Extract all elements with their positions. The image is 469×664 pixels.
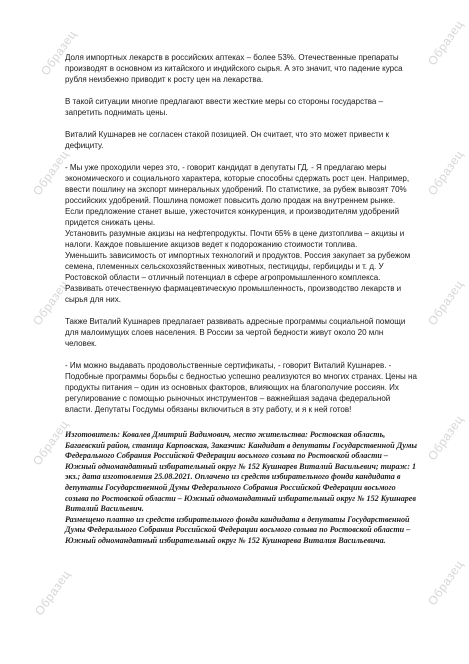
- watermark-text: Образец: [425, 17, 467, 69]
- article-body: [65, 52, 417, 426]
- watermark-text: Образец: [30, 417, 72, 469]
- paragraph-social-aid: Также Виталий Кушнарев предлагает развивать адресные программы социальной помощи для малоимущих слоев населения. В России за чертой бедности живут около 20 млн человек.: [65, 317, 406, 348]
- watermark-text: Образец: [425, 412, 467, 464]
- watermark-text: Образец: [30, 277, 72, 329]
- paragraph-certificates: - Им можно выдавать продовольственные сертификаты, - говорит Виталий Кушнарев. - Подобные программы борьбы с бедностью успешно реализуются во многих странах. Цены на продукты питания – один из основных факторов, влияющих на благополучие россиян. Их регулирование с помощью рыночных инструментов – важнейшая задача федеральной власти. Депутаты Госдумы обязаны включиться в эту работу, и я к ней готов!: [65, 361, 417, 414]
- paragraph-proposals: - Мы уже проходили через это, - говорит кандидат в депутаты ГД. - Я предлагаю меры экономического и социального характера, которые способны сдержать рост цен. Например, ввести пошлину на экспорт минеральных удобрений. По статистике, за рубеж вывозят 70% российских удобрений. Пошлина поможет повысить долю продаж на внутреннем рынке. Если предложение станет выше, ужесточится конкуренция, и производителям удобрений придется снижать цены. Установить разумные акцизы на нефтепродукты. Почти 65% в цене дизтоплива – акцизы и налоги. Каждое повышение акцизов ведет к подорожанию стоимости топлива. Уменьшить зависимость от импортных технологий и продуктов. Россия закупает за рубежом семена, племенных сельскохозяйственных животных, пестициды, гербициды и т. д. У Ростовской области – отличный потенциал в сфере агропромышленного комплекса. Развивать отечественную фармацевтическую промышленность, производство лекарств и сырья для них.: [65, 163, 411, 304]
- watermark-text: Образец: [425, 147, 467, 199]
- paragraph-disagreement: Виталий Кушнарев не согласен стакой позицией. Он считает, что это может привести к дефициту.: [65, 130, 389, 150]
- watermark-text: Образец: [32, 567, 74, 619]
- paragraph-price-controls: В такой ситуации многие предлагают ввести жесткие меры со стороны государства – запретить поднимать цены.: [65, 97, 384, 117]
- publisher-imprint: Изготовитель: Ковалев Дмитрий Вадимович, место жительства: Ростовская область, Багаевский район, станица Карповская, Заказчик: Кандидат в депутаты Государственной Думы Федерального Собрания Российской Федерации восьмого созыва по Ростовской области – Южный одномандатный избирательный округ № 152 Кушнарев Виталий Васильевич; тираж: 1 экз.; дата изготовления 25.08.2021. Оплачено из средств избирательного фонда кандидата в депутаты Государственной Думы Федерального Собрания Российской Федерации восьмого созыва по Ростовской области – Южный одномандатный избирательный округ № 152 Кушнарев Виталий Васильевич. Размещено платно из средств избирательного фонда кандидата в депутаты Государственной Думы Федерального Собрания Российской Федерации восьмого созыва по Ростовской области – Южный одномандатный избирательный округ № 152 Кушнарева Виталия Васильевича.: [65, 430, 417, 545]
- watermark-text: Образец: [30, 147, 72, 199]
- watermark-text: Образец: [425, 557, 467, 609]
- watermark-text: Образец: [425, 277, 467, 329]
- watermark-text: Образец: [38, 27, 80, 79]
- paragraph-imports: Доля импортных лекарств в российских аптеках – более 53%. Отечественные препараты производят в основном из китайского и индийского сырья. А это значит, что падение курса рубля неизбежно приводит к росту цен на лекарства.: [65, 53, 403, 84]
